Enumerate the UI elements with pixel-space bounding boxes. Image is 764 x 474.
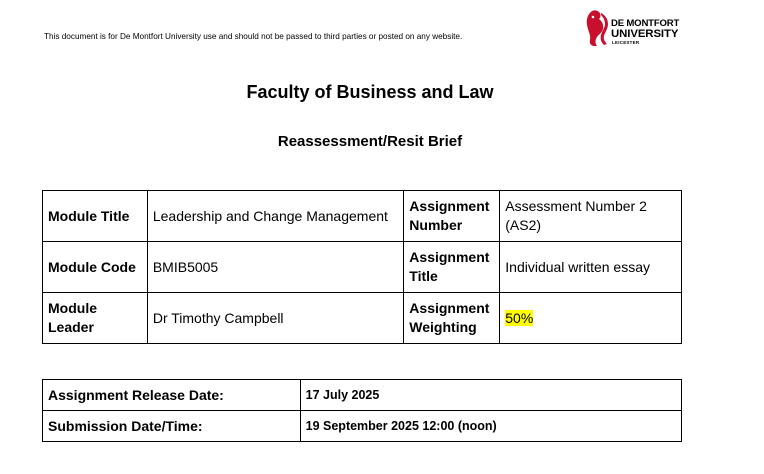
- module-leader-value: Dr Timothy Campbell: [147, 293, 403, 344]
- brief-title: Reassessment/Resit Brief: [277, 133, 463, 150]
- module-info-table: [42, 190, 682, 344]
- submission-date-label: Submission Date/Time:: [43, 411, 301, 442]
- assignment-weighting-cell: [500, 293, 682, 344]
- confidentiality-notice: This document is for De Montfort University use and should not be passed to third parties or posted on any website.: [44, 32, 463, 41]
- assignment-weighting-label: Assignment Weighting: [404, 293, 500, 344]
- assignment-title-value: Individual written essay: [500, 242, 682, 293]
- table-row: [43, 293, 682, 344]
- assignment-number-value: Assessment Number 2 (AS2): [500, 191, 682, 242]
- module-title-label: Module Title: [43, 191, 148, 242]
- dates-table: [42, 379, 682, 442]
- logo-line-3: LEICESTER: [612, 40, 640, 45]
- table-row: [43, 380, 682, 411]
- dmu-lion-crest-icon: [584, 9, 610, 47]
- faculty-title: Faculty of Business and Law: [246, 82, 494, 102]
- assignment-weighting-value: 50%: [505, 309, 534, 326]
- release-date-label: Assignment Release Date:: [43, 380, 301, 411]
- assignment-number-label: Assignment Number: [404, 191, 500, 242]
- submission-date-value: 19 September 2025 12:00 (noon): [300, 411, 681, 442]
- module-code-label: Module Code: [43, 242, 148, 293]
- assignment-title-label: Assignment Title: [404, 242, 500, 293]
- dmu-logo: [584, 9, 684, 49]
- logo-line-2: UNIVERSITY: [611, 27, 679, 40]
- module-code-value: BMIB5005: [147, 242, 403, 293]
- module-leader-label: Module Leader: [43, 293, 148, 344]
- module-title-value: Leadership and Change Management: [147, 191, 403, 242]
- table-row: [43, 411, 682, 442]
- dmu-wordmark: [611, 19, 679, 45]
- release-date-value: 17 July 2025: [300, 380, 681, 411]
- logo-line-1: DE MONTFORT: [611, 18, 680, 29]
- table-row: [43, 242, 682, 293]
- table-row: [43, 191, 682, 242]
